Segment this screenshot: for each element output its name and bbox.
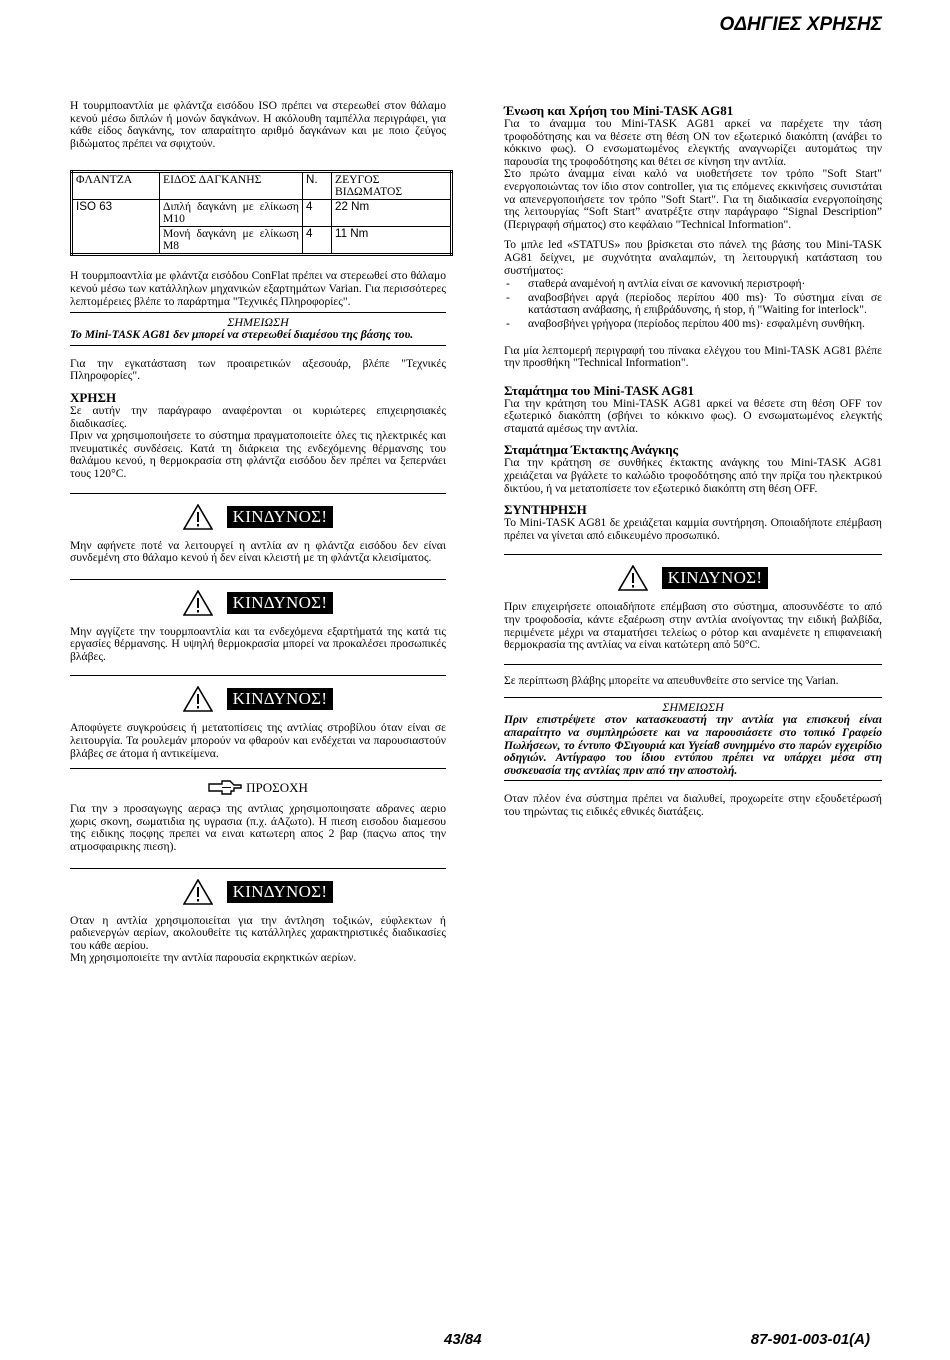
warning-triangle-icon: [183, 504, 213, 530]
table-header-flange: ΦΛΑΝΤΖΑ: [72, 172, 160, 200]
connect-paragraph-2: Στο πρώτο άναμμα είναι καλό να υιοθετήσετε τον τρόπο "Soft Start" ενεργοποιώντας τον ίδιο στον controller, για τις επόμενες εκκινήσεις συνιστάται να απενεργοποιήσετε τον τρόπο "Soft Start". Για τη διαδικασία ενεργοποίησης της λειτουργίας “Soft Start” ανατρέξτε στην παράγραφο “Signal Description” (Περιγραφή σήματος) στο κεφάλαιο "Technical Information".: [504, 167, 882, 231]
note-title: ΣΗΜΕΙΩΣΗ: [504, 697, 882, 714]
table-header-number: Ν.: [303, 172, 332, 200]
connect-paragraph-1: Για το άναμμα του Mini-TASK AG81 αρκεί να παρέχετε την τάση τροφοδότησης και να θέσετε στη θέση ON τον εξωτερικό διακόπτη (ανάβει το κόκκινο φως). Ο ενσωματωμένος ελεγκτής αναγνωρίζει αυτομάτως την παρουσία της τροφοδότησης και θέτει σε κίνηση την αντλία.: [504, 117, 882, 168]
danger-banner: [70, 686, 446, 712]
danger-paragraph-4: Οταν η αντλία χρησιμοποιείται για την άντληση τοξικών, εύφλεκτων ή ραδιενεργών αερίων, ακολουθείτε τις κατάλληλες χαρακτηριστικές διαδικασίες του κάθε αερίου.: [70, 913, 446, 952]
page-header-title: ΟΔΗΓΙΕΣ ΧΡΗΣΗΣ: [719, 14, 882, 35]
use-heading: ΧΡΗΣΗ: [70, 389, 117, 405]
danger-label: ΚΙΝΔΥΝΟΣ!: [227, 592, 334, 614]
note-title: ΣΗΜΕΙΩΣΗ: [70, 312, 446, 329]
list-item: - αναβοσβήνει αργά (περίοδος περίπου 400 ms)· Το σύστημα είναι σε κατάσταση ανάβασης, ή επιβράδυνσης, ή stop, ή "Waiting for interlock".: [504, 292, 882, 317]
status-intro-paragraph: Το μπλε led «STATUS» που βρίσκεται στο πάνελ της βάσης του Mini-TASK AG81 δείχνει, με συχνότητα αναλαμπών, τη λειτουργική κατάσταση του συστήματος:: [504, 238, 882, 277]
stop-paragraph: Για την κράτηση του Mini-TASK AG81 αρκεί να θέσετε στη θέση OFF τον εξωτερικό διακόπτη (σβήνει το κόκκινο φως). Ο ενσωματωμένος ελεγκτής σταματά αμέσως την αντλία.: [504, 396, 882, 435]
danger-paragraph-2: Μην αγγίζετε την τουρμποαντλία και τα ενδεχόμενα εξαρτήματά της κατά τις εργασίες θέρμανσης. Η υψηλή θερμοκρασία μπορεί να προκαλέσει προσωπικές βλάβες.: [70, 624, 446, 663]
accessories-paragraph: Για την εγκατάσταση των προαιρετικών αξεσουάρ, βλέπε "Τεχνικές Πληροφορίες".: [70, 356, 446, 383]
clamp-table: [70, 170, 453, 256]
table-cell-flange: ISO 63: [72, 200, 160, 255]
note-body: Το Mini-TASK AG81 δεν μπορεί να στερεωθεί διαμέσου της βάσης του.: [70, 329, 446, 346]
divider: [70, 675, 446, 676]
danger-banner: [70, 879, 446, 905]
connect-heading: Ένωση και Χρήση του Mini-TASK AG81: [504, 103, 734, 118]
conflat-paragraph: Η τουρμποαντλία με φλάντζα εισόδου ConFlat πρέπει να στερεωθεί στο θάλαμο κενού μέσω των κατάλληλων μηχανικών εξαρτημάτων Varian. Για περισσότερες λεπτομέρειες βλέπε το παράρτημα "Τεχνικές Πληροφορίες".: [70, 269, 446, 308]
page-number: 43/84: [444, 1331, 482, 1348]
divider: [504, 664, 882, 665]
service-paragraph: Σε περίπτωση βλάβης μπορείτε να απευθυνθείτε στο service της Varian.: [504, 673, 839, 687]
table-cell-clamp-type: Διπλή δαγκάνη με ελίκωση Μ10: [160, 200, 303, 227]
danger-label: ΚΙΝΔΥΝΟΣ!: [227, 506, 334, 528]
maintenance-heading: ΣΥΝΤΗΡΗΣΗ: [504, 502, 587, 518]
disposal-paragraph: Οταν πλέον ένα σύστημα πρέπει να διαλυθεί, προχωρείτε στην εξουδετέρωσή του τηρώντας τις ειδικές εθνικές διατάξεις.: [504, 792, 882, 818]
table-header-torque: ΖΕΥΓΟΣ ΒΙΔΩΜΑΤΟΣ: [332, 172, 452, 200]
danger-label: ΚΙΝΔΥΝΟΣ!: [662, 567, 769, 589]
attention-paragraph: Για την ϶ προσαγωγηϛ αεραϛ϶ τηϛ αντλιαϛ χρησιμοποιησατε αδρανεϛ αεριο χωριϛ σκονη, σωματιδια ηϛ υγρασια (π.χ. άΑζωτο). Η πιεση εισοδου διαμεσου τηϛ ειδικηϛ ποϛφηϛ πρεπει να ειναι κατωτερη αποϛ 2 βαρ (παϛνω αποϛ την ατμοσφαιρικηϛ πιεση).: [70, 802, 446, 854]
list-item: - αναβοσβήνει γρήγορα (περίοδος περίπου 400 ms)· εσφαλμένη συνθήκη.: [504, 318, 882, 331]
iso-intro-paragraph: Η τουρμποαντλία με φλάντζα εισόδου ISO πρέπει να στερεωθεί στον θάλαμο κενού μέσω διπλών ή μονών δαγκάνων. Η ακόλουθη ταμπέλλα περιγράφει, για κάθε είδος δαγκάνης, τον απαραίτητο αριθμό δαγκάνων και με ποιο ζεύγος βιδώματος πρέπει να σφιχτούν.: [70, 99, 446, 150]
pointing-hand-icon: [208, 779, 242, 797]
divider: [70, 868, 446, 869]
note-body: Πριν επιστρέψετε στον κατασκευαστή την αντλία για επισκευή είναι απαραίτητο να συμπληρώσετε και να παρουσιάσετε στο τοπικό Γραφείο Πωλήσεων, το έντυπο ΦΣιγουριά και Υγείαϐ συνημμένο στο παρών εγχειρίδιο οδηγιών. Αντίγραφο του ίδιου εντύπου πρέπει να υπάρχει μέσα στη συσκευασία της αντλίας πριν από την αποστολή.: [504, 714, 882, 781]
attention-banner: [70, 779, 446, 797]
table-cell-torque: 11 Nm: [332, 227, 452, 255]
emergency-paragraph: Για την κράτηση σε συνθήκες έκτακτης ανάγκης του Mini-TASK AG81 χρειάζεται να βγάλετε το καλώδιο τροφοδότησης από την πρίζα του ηλεκτρικού δικτύου, ή να μετατοπίσετε τον εξωτερικό διακόπτη στη θέση OFF.: [504, 456, 882, 495]
danger-paragraph-1: Μην αφήνετε ποτέ να λειτουργεί η αντλία αν η φλάντζα εισόδου δεν είναι συνδεμένη στο θάλαμο κενού ή δεν είναι κλειστή με τη φλάντζα κλεισίματος.: [70, 538, 446, 565]
warning-triangle-icon: [183, 879, 213, 905]
status-list: [504, 278, 882, 330]
danger-paragraph: Πριν επιχειρήσετε οποιαδήποτε επέμβαση στο σύστημα, αποσυνδέστε το από την τροφοδοσία, κάντε εξαέρωση στην αντλία ανοίγοντας την ειδική βαλβίδα, περιμένετε μέχρι να σταματήσει τελείως ο ρότορ και αναμένετε η επιφανειακή θερμοκρασία της αντλίας να είναι κατώτερη από 50°C.: [504, 600, 882, 652]
use-paragraph-2: Πριν να χρησιμοποιήσετε το σύστημα πραγματοποιείτε όλες τις ηλεκτρικές και πνευματικές συνδέσεις. Κατά τη διάρκεια της ενδεχόμενης θέρμανσης του θαλάμου κενού, η θερμοκρασία στη φλάντζα εισόδου δεν πρέπει να ξεπερνάει τους 120°C.: [70, 429, 446, 480]
table-cell-clamp-type: Μονή δαγκάνη με ελίκωση Μ8: [160, 227, 303, 255]
divider: [70, 579, 446, 580]
attention-label: ΠΡΟΣΟΧΗ: [246, 780, 308, 796]
table-cell-number: 4: [303, 200, 332, 227]
table-header-clamp-type: ΕΙΔΟΣ ΔΑΓΚΑΝΗΣ: [160, 172, 303, 200]
warning-triangle-icon: [183, 590, 213, 616]
divider: [504, 554, 882, 555]
danger-banner: [70, 504, 446, 530]
danger-banner: [504, 565, 882, 591]
use-paragraph-1: Σε αυτήν την παράγραφο αναφέρονται οι κυριώτερες επιχειρησιακές διαδικασίες.: [70, 403, 446, 430]
emergency-heading: Σταμάτημα Έκτακτης Ανάγκης: [504, 442, 679, 458]
table-cell-number: 4: [303, 227, 332, 255]
danger-banner: [70, 590, 446, 616]
table-header-row: [72, 172, 452, 200]
table-cell-torque: 22 Nm: [332, 200, 452, 227]
divider: [70, 768, 446, 769]
list-item: - σταθερά αναμένοή η αντλία είναι σε κανονική περιστροφή·: [504, 278, 882, 291]
danger-paragraph-3: Αποφύγετε συγκρούσεις ή μετατοπίσεις της αντλίας στροβίλου όταν είναι σε λειτουργία. Τα ρουλεμάν μπορούν να φθαρούν και ενδέχεται να παρουσιαστούν βλάβες σε άτομα ή αντικείμενα.: [70, 721, 446, 760]
left-column: [70, 100, 446, 973]
table-row: [72, 200, 452, 227]
divider: [70, 493, 446, 494]
maintenance-paragraph: Το Mini-TASK AG81 δε χρειάζεται καμμία συντήρηση. Οποιαδήποτε επέμβαση πρέπει να γίνεται από ειδικευμένο προσωπικό.: [504, 516, 882, 542]
document-code: 87-901-003-01(A): [750, 1331, 870, 1348]
danger-paragraph-5: Μη χρησιμοποιείτε την αντλία παρουσία εκρηκτικών αερίων.: [70, 951, 357, 965]
danger-label: ΚΙΝΔΥΝΟΣ!: [227, 688, 334, 710]
warning-triangle-icon: [183, 686, 213, 712]
warning-triangle-icon: [618, 565, 648, 591]
danger-label: ΚΙΝΔΥΝΟΣ!: [227, 881, 334, 903]
stop-heading: Σταμάτημα του Mini-TASK AG81: [504, 382, 695, 398]
right-column: [504, 104, 882, 827]
panel-reference-paragraph: Για μία λεπτομερή περιγραφή του πίνακα ελέγχου του Mini-TASK AG81 βλέπε την προσθήκη "Technical Information".: [504, 343, 882, 370]
